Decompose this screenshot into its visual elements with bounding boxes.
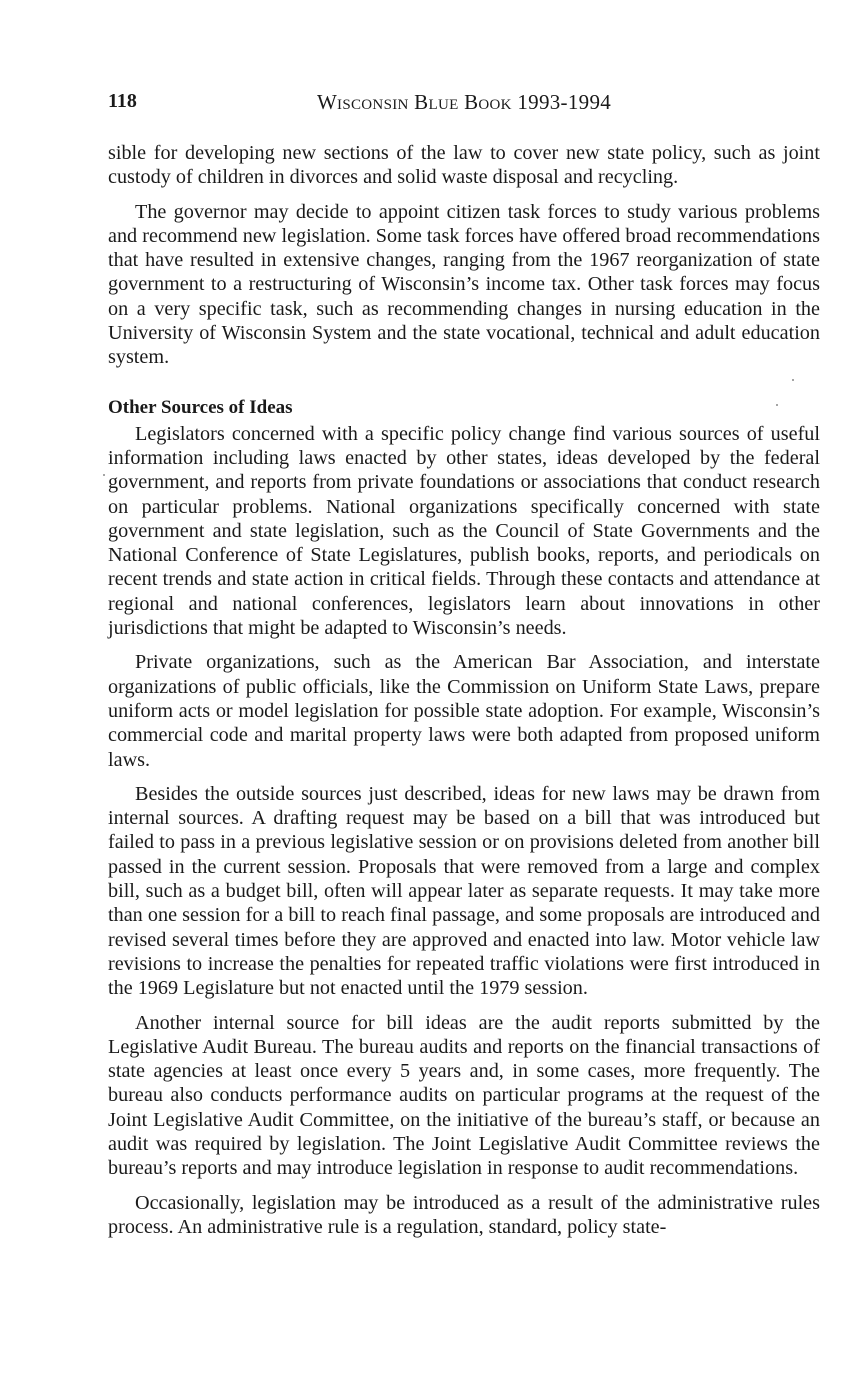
paragraph-continuation: sible for developing new sections of the law to cover new state policy, such as joint custody of children in divorces and solid waste disposal and recycling. — [108, 142, 820, 189]
paragraph-internal-sources: Besides the outside sources just described, ideas for new laws may be drawn from internal sources. A drafting request may be based on a bill that was introduced but failed to pass in a previous legislative session or on provisions deleted from another bill passed in the current session. Proposals that were removed from a large and complex bill, such as a budget bill, often will appear later as separate requests. It may take more than one session for a bill to reach final passage, and some proposals are introduced and revised several times before they are approved and enacted into law. Motor vehicle law revisions to increase the penalties for repeated traffic violations were first introduced in the 1969 Legislature but not enacted until the 1979 session. — [108, 782, 820, 1000]
body-text — [108, 141, 820, 1239]
scan-speck — [103, 474, 105, 476]
page-number: 118 — [108, 90, 137, 112]
paragraph-administrative-rules: Occasionally, legislation may be introduced as a result of the administrative rules process. An administrative rule is a regulation, standard, policy state- — [108, 1191, 820, 1238]
document-page — [108, 84, 820, 1249]
scan-speck — [792, 379, 794, 381]
paragraph-private-organizations: Private organizations, such as the American Bar Association, and interstate organizations of public officials, like the Commission on Uniform State Laws, prepare uniform acts or model legislation for possible state adoption. For example, Wisconsin’s commercial code and marital property laws were both adapted from proposed uniform laws. — [108, 651, 820, 771]
book-title: Wisconsin Blue Book 1993-1994 — [316, 90, 612, 114]
running-head — [108, 84, 820, 118]
paragraph-audit-reports: Another internal source for bill ideas are the audit reports submitted by the Legislative Audit Bureau. The bureau audits and reports on the financial transactions of state agencies at least once every 5 years and, in some cases, more frequently. The bureau also conducts performance audits on particular programs at the request of the Joint Legislative Audit Committee, on the initiative of the bureau’s staff, or because an audit was required by legislation. The Joint Legislative Audit Committee reviews the bureau’s reports and may introduce legislation in response to audit recommendations. — [108, 1011, 820, 1180]
section-heading: Other Sources of Ideas — [108, 396, 293, 418]
paragraph-outside-sources: Legislators concerned with a specific policy change find various sources of useful information including laws enacted by other states, ideas developed by the federal government, and reports from private foundations or associations that conduct research on particular problems. National organizations specifically concerned with state government and state legislation, such as the Council of State Governments and the National Conference of State Legislatures, publish books, reports, and periodicals on recent trends and state action in critical fields. Through these contacts and attendance at regional and national conferences, legislators learn about innovations in other jurisdictions that might be adapted to Wisconsin’s needs. — [108, 422, 820, 640]
scan-speck — [776, 404, 778, 406]
paragraph-task-forces: The governor may decide to appoint citizen task forces to study various problems and recommend new legislation. Some task forces have offered broad recommendations that have resulted in extensive changes, ranging from the 1967 reorganization of state government to a restructuring of Wisconsin’s income tax. Other task forces may focus on a very specific task, such as recommending changes in nursing education in the University of Wisconsin System and the state vocational, technical and adult education system. — [108, 200, 820, 369]
